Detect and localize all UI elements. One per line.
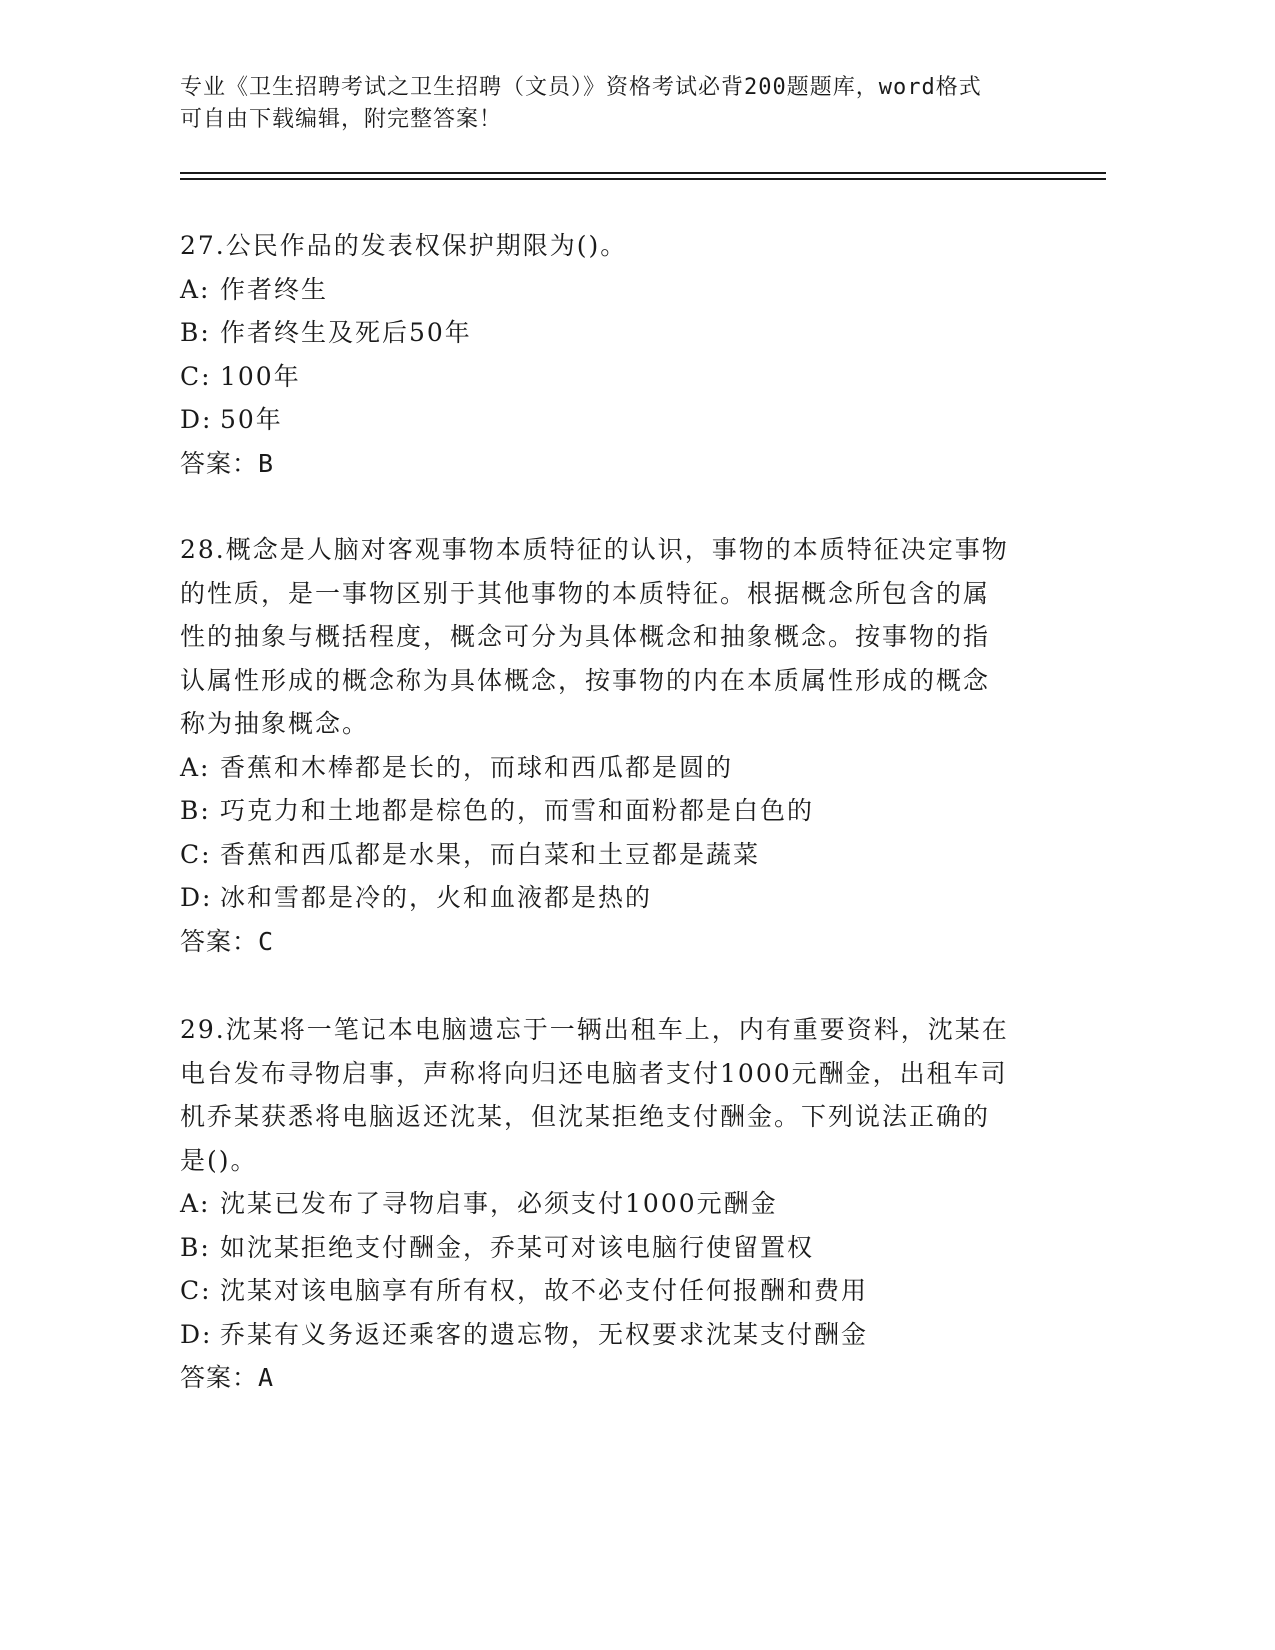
option-text: 100年 — [220, 361, 301, 391]
question-stem-line: 称为抽象概念。 — [180, 709, 370, 738]
option-key: D: — [180, 405, 213, 434]
option-c — [180, 833, 1040, 877]
option-b — [180, 311, 1040, 355]
option-key: A: — [180, 274, 211, 304]
option-b — [180, 1226, 1040, 1270]
option-key: D: — [180, 883, 213, 912]
option-a — [180, 268, 1040, 312]
question-stem-line: 27.公民作品的发表权保护期限为()。 — [180, 231, 628, 260]
question-27 — [180, 224, 1040, 485]
document-header — [180, 72, 1060, 136]
question-stem-line: 是()。 — [180, 1145, 258, 1175]
option-text: 巧克力和土地都是棕色的，而雪和面粉都是白色的 — [220, 796, 815, 825]
option-text: 50年 — [220, 405, 283, 434]
option-c — [180, 1269, 1040, 1313]
option-key: C: — [180, 1276, 212, 1305]
option-text: 沈某已发布了寻物启事，必须支付1000元酬金 — [220, 1189, 778, 1218]
option-d — [180, 1313, 1040, 1357]
question-stem-line: 机乔某获悉将电脑返还沈某，但沈某拒绝支付酬金。下列说法正确的 — [180, 1102, 991, 1131]
option-text: 如沈某拒绝支付酬金，乔某可对该电脑行使留置权 — [220, 1232, 815, 1262]
option-text: 沈某对该电脑享有所有权，故不必支付任何报酬和费用 — [220, 1276, 869, 1305]
option-key: A: — [180, 752, 211, 782]
question-28 — [180, 528, 1040, 963]
option-text: 作者终生及死后50年 — [220, 318, 472, 347]
question-stem-line: 认属性形成的概念称为具体概念，按事物的内在本质属性形成的概念 — [180, 665, 991, 695]
option-key: B: — [180, 796, 211, 825]
question-stem-line: 的性质，是一事物区别于其他事物的本质特征。根据概念所包含的属 — [180, 578, 991, 608]
header-divider — [180, 172, 1106, 174]
option-key: C: — [180, 361, 212, 391]
question-stem-line: 性的抽象与概括程度，概念可分为具体概念和抽象概念。按事物的指 — [180, 622, 991, 651]
option-c — [180, 355, 1040, 399]
option-key: A: — [180, 1189, 211, 1218]
question-stem-line: 电台发布寻物启事，声称将向归还电脑者支付1000元酬金，出租车司 — [180, 1058, 1008, 1088]
option-text: 香蕉和木棒都是长的，而球和西瓜都是圆的 — [220, 752, 734, 782]
option-a — [180, 1182, 1040, 1226]
header-divider — [180, 178, 1106, 180]
option-a — [180, 746, 1040, 790]
option-text: 作者终生 — [220, 274, 329, 304]
header-line: 专业《卫生招聘考试之卫生招聘（文员）》资格考试必背200题题库，word格式 — [180, 75, 982, 100]
option-text: 香蕉和西瓜都是水果，而白菜和土豆都是蔬菜 — [220, 839, 761, 869]
option-key: B: — [180, 318, 211, 347]
option-text: 冰和雪都是冷的，火和血液都是热的 — [220, 883, 653, 912]
answer-label: 答案：C — [180, 926, 275, 956]
option-d — [180, 398, 1040, 442]
question-29 — [180, 1008, 1040, 1400]
answer-label: 答案：B — [180, 448, 275, 478]
question-stem-line: 28.概念是人脑对客观事物本质特征的认识，事物的本质特征决定事物 — [180, 535, 1009, 564]
option-text: 乔某有义务返还乘客的遗忘物，无权要求沈某支付酬金 — [220, 1319, 869, 1349]
option-key: C: — [180, 839, 212, 869]
option-key: B: — [180, 1232, 211, 1262]
option-b — [180, 789, 1040, 833]
answer-label: 答案：A — [180, 1363, 275, 1392]
option-key: D: — [180, 1319, 213, 1349]
option-d — [180, 876, 1040, 920]
header-line: 可自由下载编辑，附完整答案！ — [180, 107, 503, 132]
question-stem-line: 29.沈某将一笔记本电脑遗忘于一辆出租车上，内有重要资料，沈某在 — [180, 1015, 1009, 1044]
